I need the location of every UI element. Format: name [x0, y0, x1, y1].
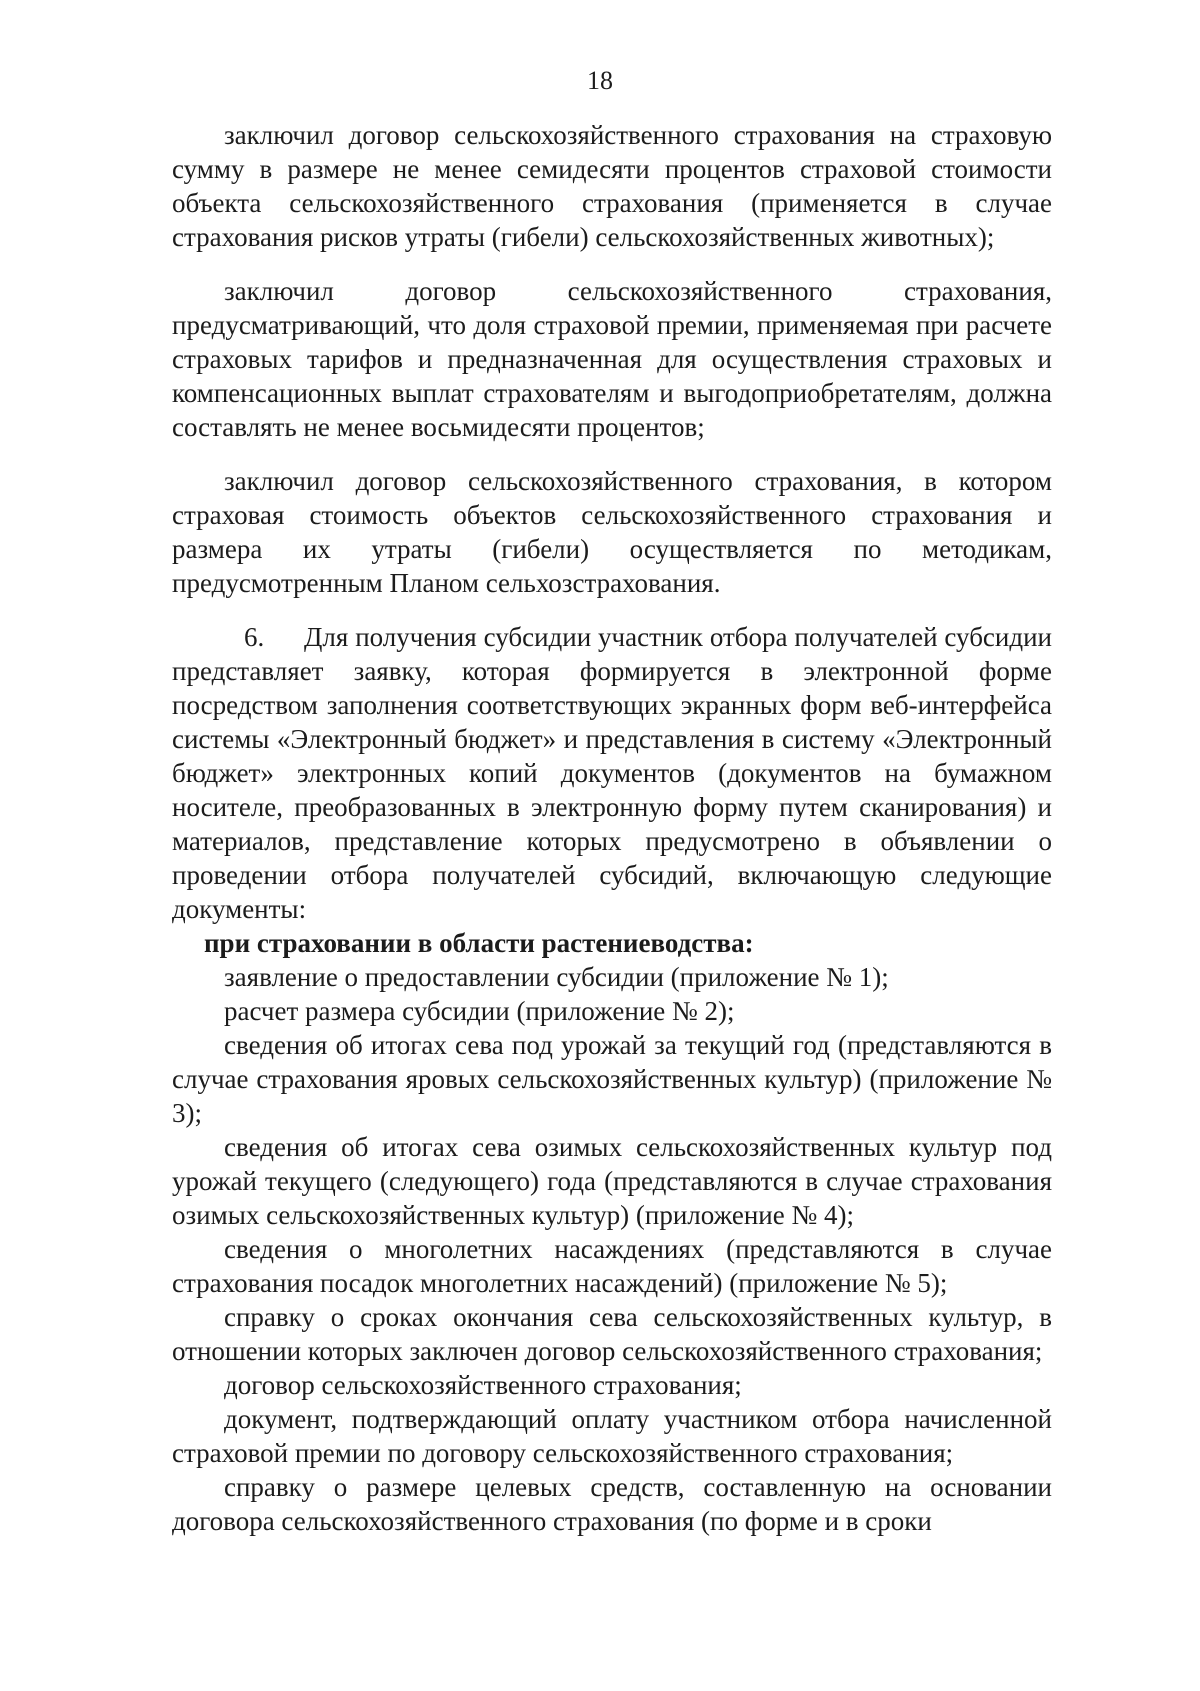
- list-item: договор сельскохозяйственного страхования;: [224, 1370, 742, 1400]
- list-item: документ, подтверждающий оплату участником отбора начисленной страховой премии по договору сельскохозяйственного страхования;: [172, 1404, 1052, 1468]
- paragraph: заключил договор сельскохозяйственного страхования, предусматривающий, что доля страховой премии, применяемая при расчете страховых тарифов и предназначенная для осуществления страховых и компенсационных выплат страхователям и выгодоприобретателям, должна составлять не менее восьмидесяти процентов;: [172, 276, 1052, 442]
- list-item: справку о сроках окончания сева сельскохозяйственных культур, в отношении которых заключен договор сельскохозяйственного страхования;: [172, 1302, 1052, 1366]
- list-item: сведения об итогах сева под урожай за текущий год (представляются в случае страхования яровых сельскохозяйственных культур) (приложение № 3);: [172, 1030, 1052, 1128]
- paragraph-text: Для получения субсидии участник отбора получателей субсидии представляет заявку, которая формируется в электронной форме посредством заполнения соответствующих экранных форм веб-интерфейса системы «Электронный бюджет» и представления в систему «Электронный бюджет» электронных копий документов (документов на бумажном носителе, преобразованных в электронную форму путем сканирования) и материалов, представление которых предусмотрено в объявлении о проведении отбора получателей субсидий, включающую следующие документы:: [172, 622, 1052, 924]
- section-heading: при страховании в области растениеводства:: [204, 928, 754, 958]
- item-number: 6.: [244, 622, 265, 652]
- document-body: [172, 118, 1052, 1538]
- list-item: расчет размера субсидии (приложение № 2);: [224, 996, 735, 1026]
- list-item: сведения о многолетних насаждениях (представляются в случае страхования посадок многолетних насаждений) (приложение № 5);: [172, 1234, 1052, 1298]
- page-number: 18: [587, 66, 613, 95]
- numbered-paragraph: [172, 620, 1052, 926]
- list-item: справку о размере целевых средств, составленную на основании договора сельскохозяйственного страхования (по форме и в сроки: [172, 1472, 1052, 1536]
- paragraph: заключил договор сельскохозяйственного страхования, в котором страховая стоимость объектов сельскохозяйственного страхования и размера их утраты (гибели) осуществляется по методикам, предусмотренным Планом сельхозстрахования.: [172, 466, 1052, 598]
- list-item: сведения об итогах сева озимых сельскохозяйственных культур под урожай текущего (следующего) года (представляются в случае страхования озимых сельскохозяйственных культур) (приложение № 4);: [172, 1132, 1052, 1230]
- paragraph: заключил договор сельскохозяйственного страхования на страховую сумму в размере не менее семидесяти процентов страховой стоимости объекта сельскохозяйственного страхования (применяется в случае страхования рисков утраты (гибели) сельскохозяйственных животных);: [172, 120, 1052, 252]
- list-item: заявление о предоставлении субсидии (приложение № 1);: [224, 962, 889, 992]
